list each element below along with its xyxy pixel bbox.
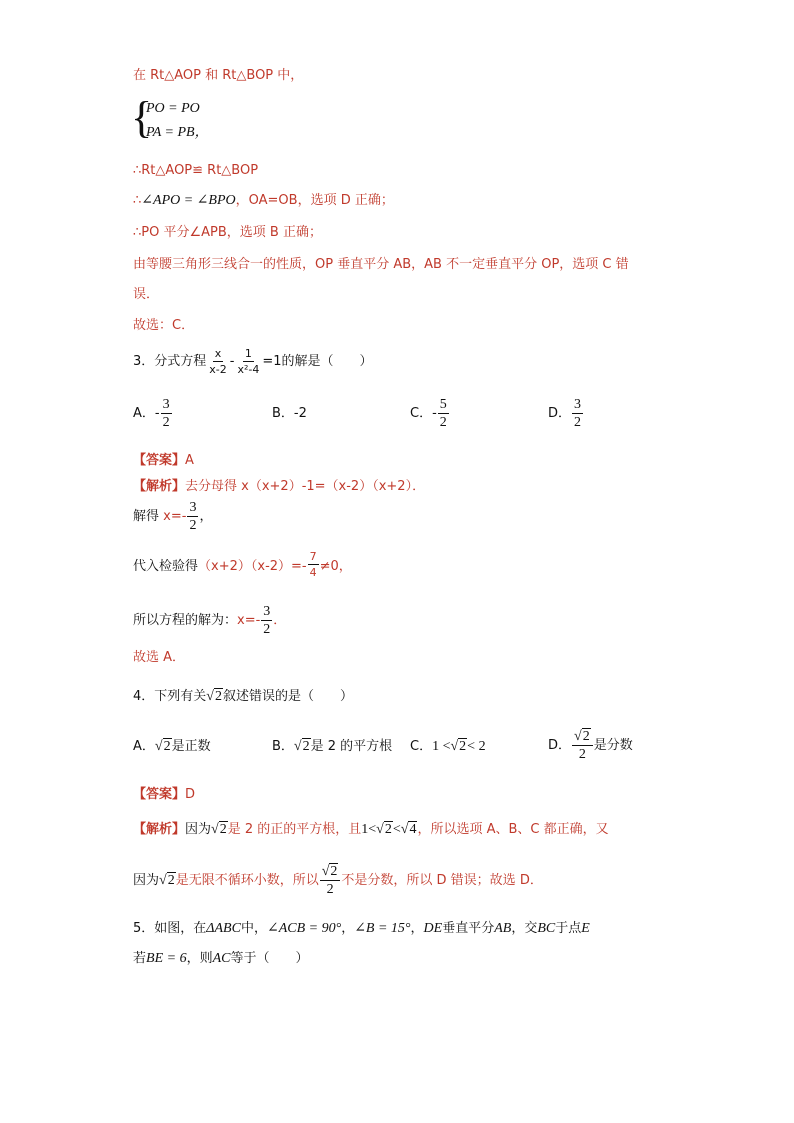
question-4-stem: 4．下列有关√2叙述错误的是（ ） (133, 689, 353, 704)
isosceles-line-cont: 误． (133, 287, 160, 302)
isosceles-line: 由等腰三角形三线合一的性质，OP 垂直平分 AB，AB 不一定垂直平分 OP，选项 C 错 (133, 257, 629, 272)
analysis-line-cont: 因为√2是无限不循环小数，所以 $\frac{√2}{2}$ 不是分数，所以 D 错误；故选 D． (133, 864, 543, 897)
option-a[interactable]: A．√2是正数 (133, 739, 211, 754)
option-c[interactable]: C．1 <√2< 2 (410, 739, 486, 754)
question-3-stem: 3．分式方程 $\frac{x}{x-2}$ - $\frac{1}{\text{x²-4}}$ =1的解是（ ） (133, 347, 373, 376)
answer-line: 【答案】A (133, 453, 194, 468)
question-5-stem-cont: 若BE = 6，则AC等于（ ） (133, 951, 309, 966)
solve-line: 解得 x=- $\frac{3}{2}$ ， (133, 500, 213, 533)
question-5-stem: 5．如图，在ΔABC中，∠ACB = 90°，∠B = 15°，DE垂直平分AB，交BC于点E (133, 921, 590, 936)
solution-line: 所以方程的解为：x=- $\frac{3}{2}$ ． (133, 604, 287, 637)
option-d[interactable]: D． $\frac{√2}{2}$ 是分数 (548, 729, 633, 762)
option-b[interactable]: B．√2是 2 的平方根 (272, 739, 393, 754)
bisect-line: ∴PO 平分∠APB，选项 B 正确； (133, 225, 322, 240)
system-brace: { (131, 93, 153, 142)
congruence-line: ∴Rt△AOP≌ Rt△BOP (133, 163, 259, 178)
analysis-line: 【解析】因为√2是 2 的正的平方根，且1<√2<√4，所以选项 A、B、C 都正确，又 (133, 822, 609, 837)
check-line: 代入检验得（x+2）（x-2）=- $\frac{7}{4}$ ≠0， (133, 550, 352, 579)
angle-line: ∴∠APO = ∠BPO，OA=OB，选项 D 正确； (133, 193, 394, 208)
equation-pa: PA = PB， (146, 125, 209, 140)
analysis-line: 【解析】去分母得 x（x+2）-1=（x-2）（x+2）． (133, 479, 426, 494)
text-line: 在 Rt△AOP 和 Rt△BOP 中， (133, 68, 304, 83)
answer-line: 【答案】D (133, 787, 196, 802)
option-b[interactable]: B．-2 (272, 406, 307, 421)
choose-line: 故选：C． (133, 318, 195, 333)
choose-line: 故选 A． (133, 650, 186, 665)
option-a[interactable]: A．- $\frac{3}{2}$ (133, 397, 170, 430)
option-c[interactable]: C．- $\frac{5}{2}$ (410, 397, 447, 430)
equation-po: PO = PO (146, 101, 200, 116)
option-d[interactable]: D． $\frac{3}{2}$ (548, 397, 582, 430)
